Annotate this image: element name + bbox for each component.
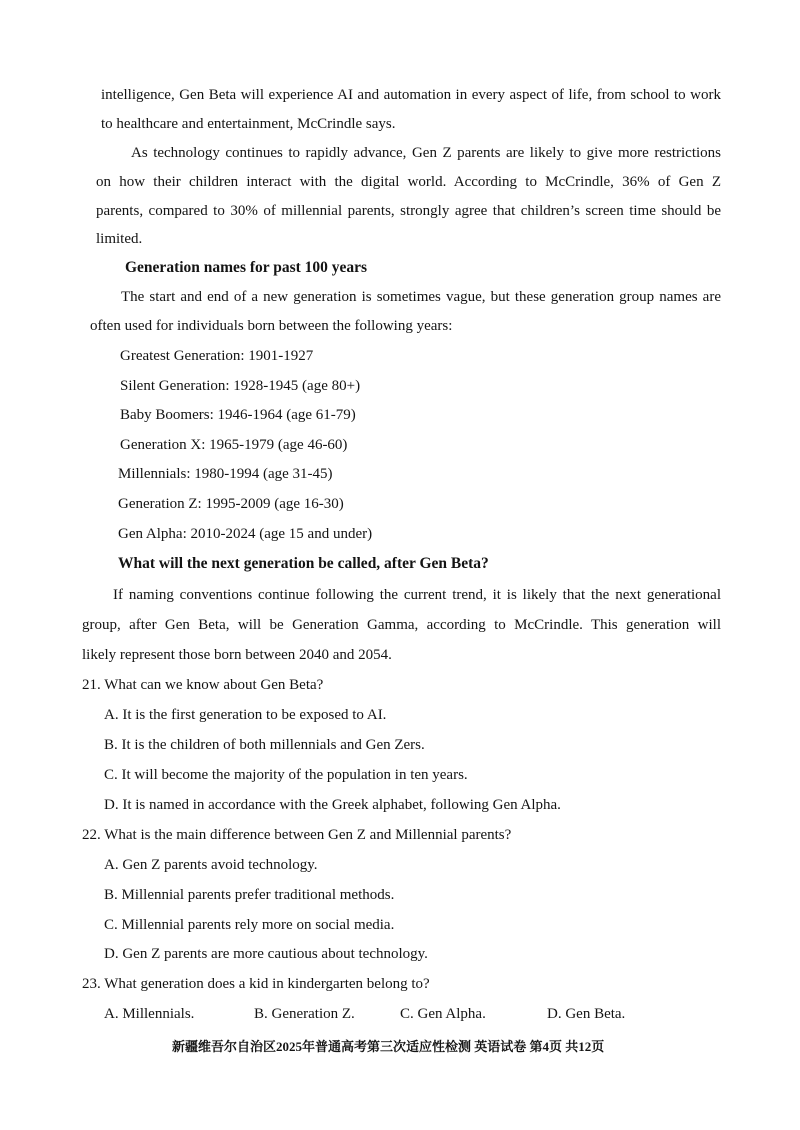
answer-option: B. Millennial parents prefer traditional methods. bbox=[104, 887, 395, 903]
generation-item: Millennials: 1980-1994 (age 31-45) bbox=[118, 466, 333, 482]
generation-item: Generation X: 1965-1979 (age 46-60) bbox=[120, 437, 348, 453]
generation-item: Gen Alpha: 2010-2024 (age 15 and under) bbox=[118, 526, 373, 542]
answer-option: D. It is named in accordance with the Greek alphabet, following Gen Alpha. bbox=[104, 797, 561, 813]
passage-line: group, after Gen Beta, will be Generation Gamma, according to McCrindle. This generation will bbox=[82, 617, 721, 633]
generation-item: Baby Boomers: 1946-1964 (age 61-79) bbox=[120, 407, 356, 423]
passage-line: The start and end of a new generation is sometimes vague, but these generation group names are bbox=[121, 289, 721, 305]
answer-option: B. Generation Z. bbox=[254, 1006, 355, 1022]
answer-option: B. It is the children of both millennials and Gen Zers. bbox=[104, 737, 425, 753]
answer-option: C. Gen Alpha. bbox=[400, 1006, 486, 1022]
passage-line: As technology continues to rapidly advance, Gen Z parents are likely to give more restrictions bbox=[131, 145, 721, 161]
passage-line: likely represent those born between 2040 and 2054. bbox=[82, 647, 392, 663]
passage-line: often used for individuals born between the following years: bbox=[90, 318, 453, 334]
passage-line: limited. bbox=[96, 231, 143, 247]
generation-item: Greatest Generation: 1901-1927 bbox=[120, 348, 314, 364]
answer-option: A. Millennials. bbox=[104, 1006, 195, 1022]
page-footer: 新疆维吾尔自治区2025年普通高考第三次适应性检测 英语试卷 第4页 共12页 bbox=[172, 1039, 605, 1054]
question-stem: 22. What is the main difference between Gen Z and Millennial parents? bbox=[82, 827, 512, 843]
passage-line: to healthcare and entertainment, McCrindle says. bbox=[101, 116, 396, 132]
question-stem: 21. What can we know about Gen Beta? bbox=[82, 677, 324, 693]
generation-item: Generation Z: 1995-2009 (age 16-30) bbox=[118, 496, 344, 512]
passage-line: intelligence, Gen Beta will experience AI and automation in every aspect of life, from school to work bbox=[101, 87, 721, 103]
passage-line: If naming conventions continue following the current trend, it is likely that the next generational bbox=[113, 587, 721, 603]
passage-line: on how their children interact with the digital world. According to McCrindle, 36% of Gen Z bbox=[96, 174, 721, 190]
generation-item: Silent Generation: 1928-1945 (age 80+) bbox=[120, 378, 361, 394]
answer-option: A. Gen Z parents avoid technology. bbox=[104, 857, 318, 873]
question-stem: 23. What generation does a kid in kindergarten belong to? bbox=[82, 976, 430, 992]
section-heading: What will the next generation be called, after Gen Beta? bbox=[118, 555, 489, 572]
answer-option: C. It will become the majority of the population in ten years. bbox=[104, 767, 468, 783]
answer-option: D. Gen Beta. bbox=[547, 1006, 626, 1022]
answer-option: A. It is the first generation to be exposed to AI. bbox=[104, 707, 387, 723]
passage-line: parents, compared to 30% of millennial parents, strongly agree that children’s screen time should be bbox=[96, 203, 721, 219]
answer-option: C. Millennial parents rely more on social media. bbox=[104, 917, 395, 933]
section-heading: Generation names for past 100 years bbox=[125, 259, 368, 276]
answer-option: D. Gen Z parents are more cautious about technology. bbox=[104, 946, 428, 962]
